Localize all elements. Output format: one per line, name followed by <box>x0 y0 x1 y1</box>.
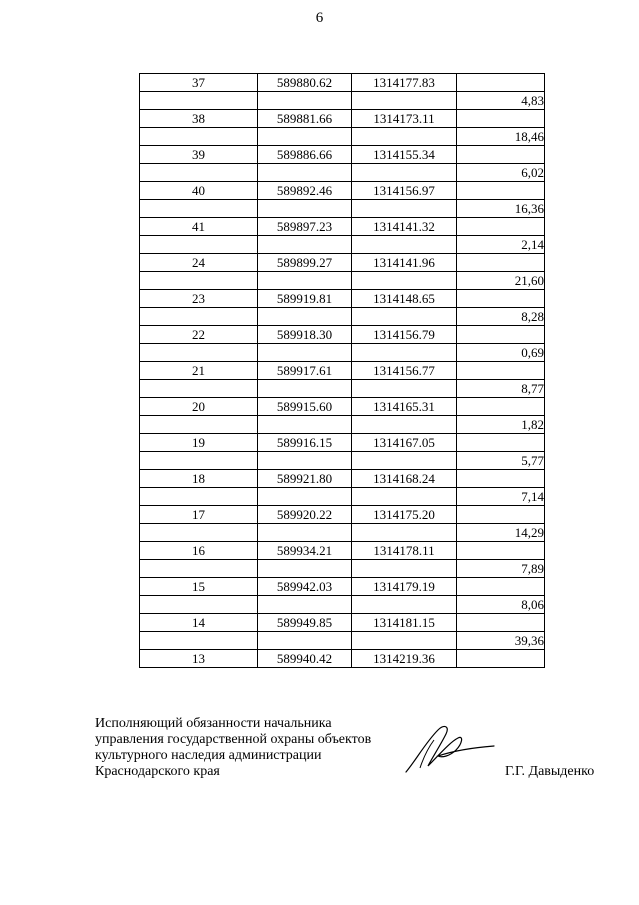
table-row <box>140 236 545 254</box>
x-coordinate-cell <box>258 200 352 218</box>
segment-length-cell: 14,29 <box>457 524 545 542</box>
point-number-cell: 17 <box>140 506 258 524</box>
table-row <box>140 614 545 632</box>
table-row <box>140 542 545 560</box>
point-number-cell <box>140 344 258 362</box>
y-coordinate-cell <box>352 272 457 290</box>
segment-length-cell <box>457 182 545 200</box>
segment-length-cell: 8,06 <box>457 596 545 614</box>
segment-length-cell: 0,69 <box>457 344 545 362</box>
segment-length-cell: 4,83 <box>457 92 545 110</box>
point-number-cell <box>140 596 258 614</box>
y-coordinate-cell: 1314165.31 <box>352 398 457 416</box>
point-number-cell <box>140 452 258 470</box>
y-coordinate-cell: 1314175.20 <box>352 506 457 524</box>
y-coordinate-cell <box>352 596 457 614</box>
segment-length-cell <box>457 650 545 668</box>
segment-length-cell <box>457 470 545 488</box>
table-row <box>140 146 545 164</box>
x-coordinate-cell: 589949.85 <box>258 614 352 632</box>
table-row <box>140 596 545 614</box>
position-line: культурного наследия администрации <box>95 748 322 763</box>
y-coordinate-cell <box>352 128 457 146</box>
x-coordinate-cell: 589942.03 <box>258 578 352 596</box>
y-coordinate-cell: 1314156.97 <box>352 182 457 200</box>
position-line: управления государственной охраны объектов <box>95 732 372 747</box>
segment-length-cell: 2,14 <box>457 236 545 254</box>
y-coordinate-cell: 1314141.96 <box>352 254 457 272</box>
point-number-cell <box>140 92 258 110</box>
segment-length-cell: 21,60 <box>457 272 545 290</box>
segment-length-cell: 1,82 <box>457 416 545 434</box>
table-row <box>140 290 545 308</box>
segment-length-cell <box>457 110 545 128</box>
table-row <box>140 398 545 416</box>
point-number-cell: 20 <box>140 398 258 416</box>
x-coordinate-cell: 589917.61 <box>258 362 352 380</box>
handwritten-signature <box>398 720 498 780</box>
x-coordinate-cell <box>258 596 352 614</box>
x-coordinate-cell: 589916.15 <box>258 434 352 452</box>
table-row <box>140 218 545 236</box>
segment-length-cell: 8,28 <box>457 308 545 326</box>
coordinates-table-body <box>140 74 545 668</box>
point-number-cell: 15 <box>140 578 258 596</box>
y-coordinate-cell: 1314168.24 <box>352 470 457 488</box>
table-row <box>140 488 545 506</box>
segment-length-cell <box>457 146 545 164</box>
table-row <box>140 560 545 578</box>
table-row <box>140 182 545 200</box>
y-coordinate-cell <box>352 236 457 254</box>
y-coordinate-cell <box>352 488 457 506</box>
point-number-cell: 39 <box>140 146 258 164</box>
table-row <box>140 416 545 434</box>
point-number-cell <box>140 128 258 146</box>
y-coordinate-cell <box>352 200 457 218</box>
x-coordinate-cell: 589881.66 <box>258 110 352 128</box>
x-coordinate-cell: 589897.23 <box>258 218 352 236</box>
point-number-cell: 38 <box>140 110 258 128</box>
position-line: Исполняющий обязанности начальника <box>95 716 332 731</box>
y-coordinate-cell: 1314156.79 <box>352 326 457 344</box>
y-coordinate-cell: 1314173.11 <box>352 110 457 128</box>
point-number-cell <box>140 560 258 578</box>
table-row <box>140 308 545 326</box>
page-number: 6 <box>315 10 324 26</box>
y-coordinate-cell <box>352 164 457 182</box>
point-number-cell: 19 <box>140 434 258 452</box>
table-row <box>140 272 545 290</box>
table-row <box>140 470 545 488</box>
table-row <box>140 362 545 380</box>
y-coordinate-cell: 1314179.19 <box>352 578 457 596</box>
x-coordinate-cell <box>258 92 352 110</box>
table-row <box>140 434 545 452</box>
point-number-cell: 21 <box>140 362 258 380</box>
point-number-cell: 37 <box>140 74 258 92</box>
segment-length-cell <box>457 254 545 272</box>
point-number-cell: 16 <box>140 542 258 560</box>
point-number-cell <box>140 380 258 398</box>
y-coordinate-cell: 1314167.05 <box>352 434 457 452</box>
point-number-cell <box>140 236 258 254</box>
x-coordinate-cell: 589921.80 <box>258 470 352 488</box>
y-coordinate-cell: 1314156.77 <box>352 362 457 380</box>
point-number-cell <box>140 164 258 182</box>
segment-length-cell: 8,77 <box>457 380 545 398</box>
x-coordinate-cell: 589918.30 <box>258 326 352 344</box>
table-row <box>140 92 545 110</box>
y-coordinate-cell <box>352 380 457 398</box>
table-row <box>140 344 545 362</box>
segment-length-cell <box>457 74 545 92</box>
point-number-cell: 40 <box>140 182 258 200</box>
y-coordinate-cell <box>352 92 457 110</box>
y-coordinate-cell: 1314141.32 <box>352 218 457 236</box>
x-coordinate-cell <box>258 164 352 182</box>
x-coordinate-cell <box>258 560 352 578</box>
table-row <box>140 578 545 596</box>
x-coordinate-cell: 589934.21 <box>258 542 352 560</box>
x-coordinate-cell <box>258 632 352 650</box>
table-row <box>140 254 545 272</box>
segment-length-cell: 18,46 <box>457 128 545 146</box>
x-coordinate-cell: 589940.42 <box>258 650 352 668</box>
x-coordinate-cell: 589915.60 <box>258 398 352 416</box>
segment-length-cell: 7,14 <box>457 488 545 506</box>
segment-length-cell <box>457 362 545 380</box>
table-row <box>140 452 545 470</box>
y-coordinate-cell <box>352 452 457 470</box>
signer-name: Г.Г. Давыденко <box>505 764 595 779</box>
table-row <box>140 128 545 146</box>
x-coordinate-cell: 589920.22 <box>258 506 352 524</box>
x-coordinate-cell <box>258 128 352 146</box>
x-coordinate-cell <box>258 488 352 506</box>
x-coordinate-cell: 589892.46 <box>258 182 352 200</box>
segment-length-cell: 16,36 <box>457 200 545 218</box>
y-coordinate-cell <box>352 632 457 650</box>
point-number-cell: 41 <box>140 218 258 236</box>
point-number-cell <box>140 416 258 434</box>
table-row <box>140 326 545 344</box>
segment-length-cell <box>457 614 545 632</box>
x-coordinate-cell <box>258 452 352 470</box>
point-number-cell: 23 <box>140 290 258 308</box>
x-coordinate-cell <box>258 416 352 434</box>
segment-length-cell <box>457 506 545 524</box>
point-number-cell: 22 <box>140 326 258 344</box>
segment-length-cell: 6,02 <box>457 164 545 182</box>
y-coordinate-cell <box>352 344 457 362</box>
segment-length-cell <box>457 398 545 416</box>
table-row <box>140 650 545 668</box>
x-coordinate-cell <box>258 272 352 290</box>
table-row <box>140 110 545 128</box>
x-coordinate-cell <box>258 344 352 362</box>
point-number-cell: 18 <box>140 470 258 488</box>
x-coordinate-cell <box>258 236 352 254</box>
segment-length-cell <box>457 542 545 560</box>
x-coordinate-cell: 589919.81 <box>258 290 352 308</box>
x-coordinate-cell: 589880.62 <box>258 74 352 92</box>
point-number-cell <box>140 524 258 542</box>
y-coordinate-cell <box>352 308 457 326</box>
table-row <box>140 74 545 92</box>
segment-length-cell: 7,89 <box>457 560 545 578</box>
segment-length-cell <box>457 578 545 596</box>
point-number-cell <box>140 632 258 650</box>
table-row <box>140 524 545 542</box>
point-number-cell <box>140 488 258 506</box>
table-row <box>140 506 545 524</box>
point-number-cell <box>140 272 258 290</box>
x-coordinate-cell <box>258 308 352 326</box>
point-number-cell: 24 <box>140 254 258 272</box>
y-coordinate-cell <box>352 416 457 434</box>
segment-length-cell <box>457 326 545 344</box>
segment-length-cell <box>457 434 545 452</box>
y-coordinate-cell: 1314155.34 <box>352 146 457 164</box>
table-row <box>140 380 545 398</box>
x-coordinate-cell <box>258 524 352 542</box>
x-coordinate-cell: 589886.66 <box>258 146 352 164</box>
y-coordinate-cell: 1314148.65 <box>352 290 457 308</box>
y-coordinate-cell <box>352 560 457 578</box>
point-number-cell <box>140 200 258 218</box>
y-coordinate-cell: 1314219.36 <box>352 650 457 668</box>
point-number-cell: 14 <box>140 614 258 632</box>
segment-length-cell <box>457 218 545 236</box>
table-row <box>140 632 545 650</box>
coordinates-table <box>139 73 545 668</box>
segment-length-cell: 39,36 <box>457 632 545 650</box>
table-row <box>140 200 545 218</box>
position-line: Краснодарского края <box>95 764 220 779</box>
table-row <box>140 164 545 182</box>
y-coordinate-cell <box>352 524 457 542</box>
y-coordinate-cell: 1314178.11 <box>352 542 457 560</box>
segment-length-cell <box>457 290 545 308</box>
point-number-cell <box>140 308 258 326</box>
x-coordinate-cell: 589899.27 <box>258 254 352 272</box>
signature-block <box>95 716 371 780</box>
point-number-cell: 13 <box>140 650 258 668</box>
segment-length-cell: 5,77 <box>457 452 545 470</box>
y-coordinate-cell: 1314177.83 <box>352 74 457 92</box>
y-coordinate-cell: 1314181.15 <box>352 614 457 632</box>
x-coordinate-cell <box>258 380 352 398</box>
